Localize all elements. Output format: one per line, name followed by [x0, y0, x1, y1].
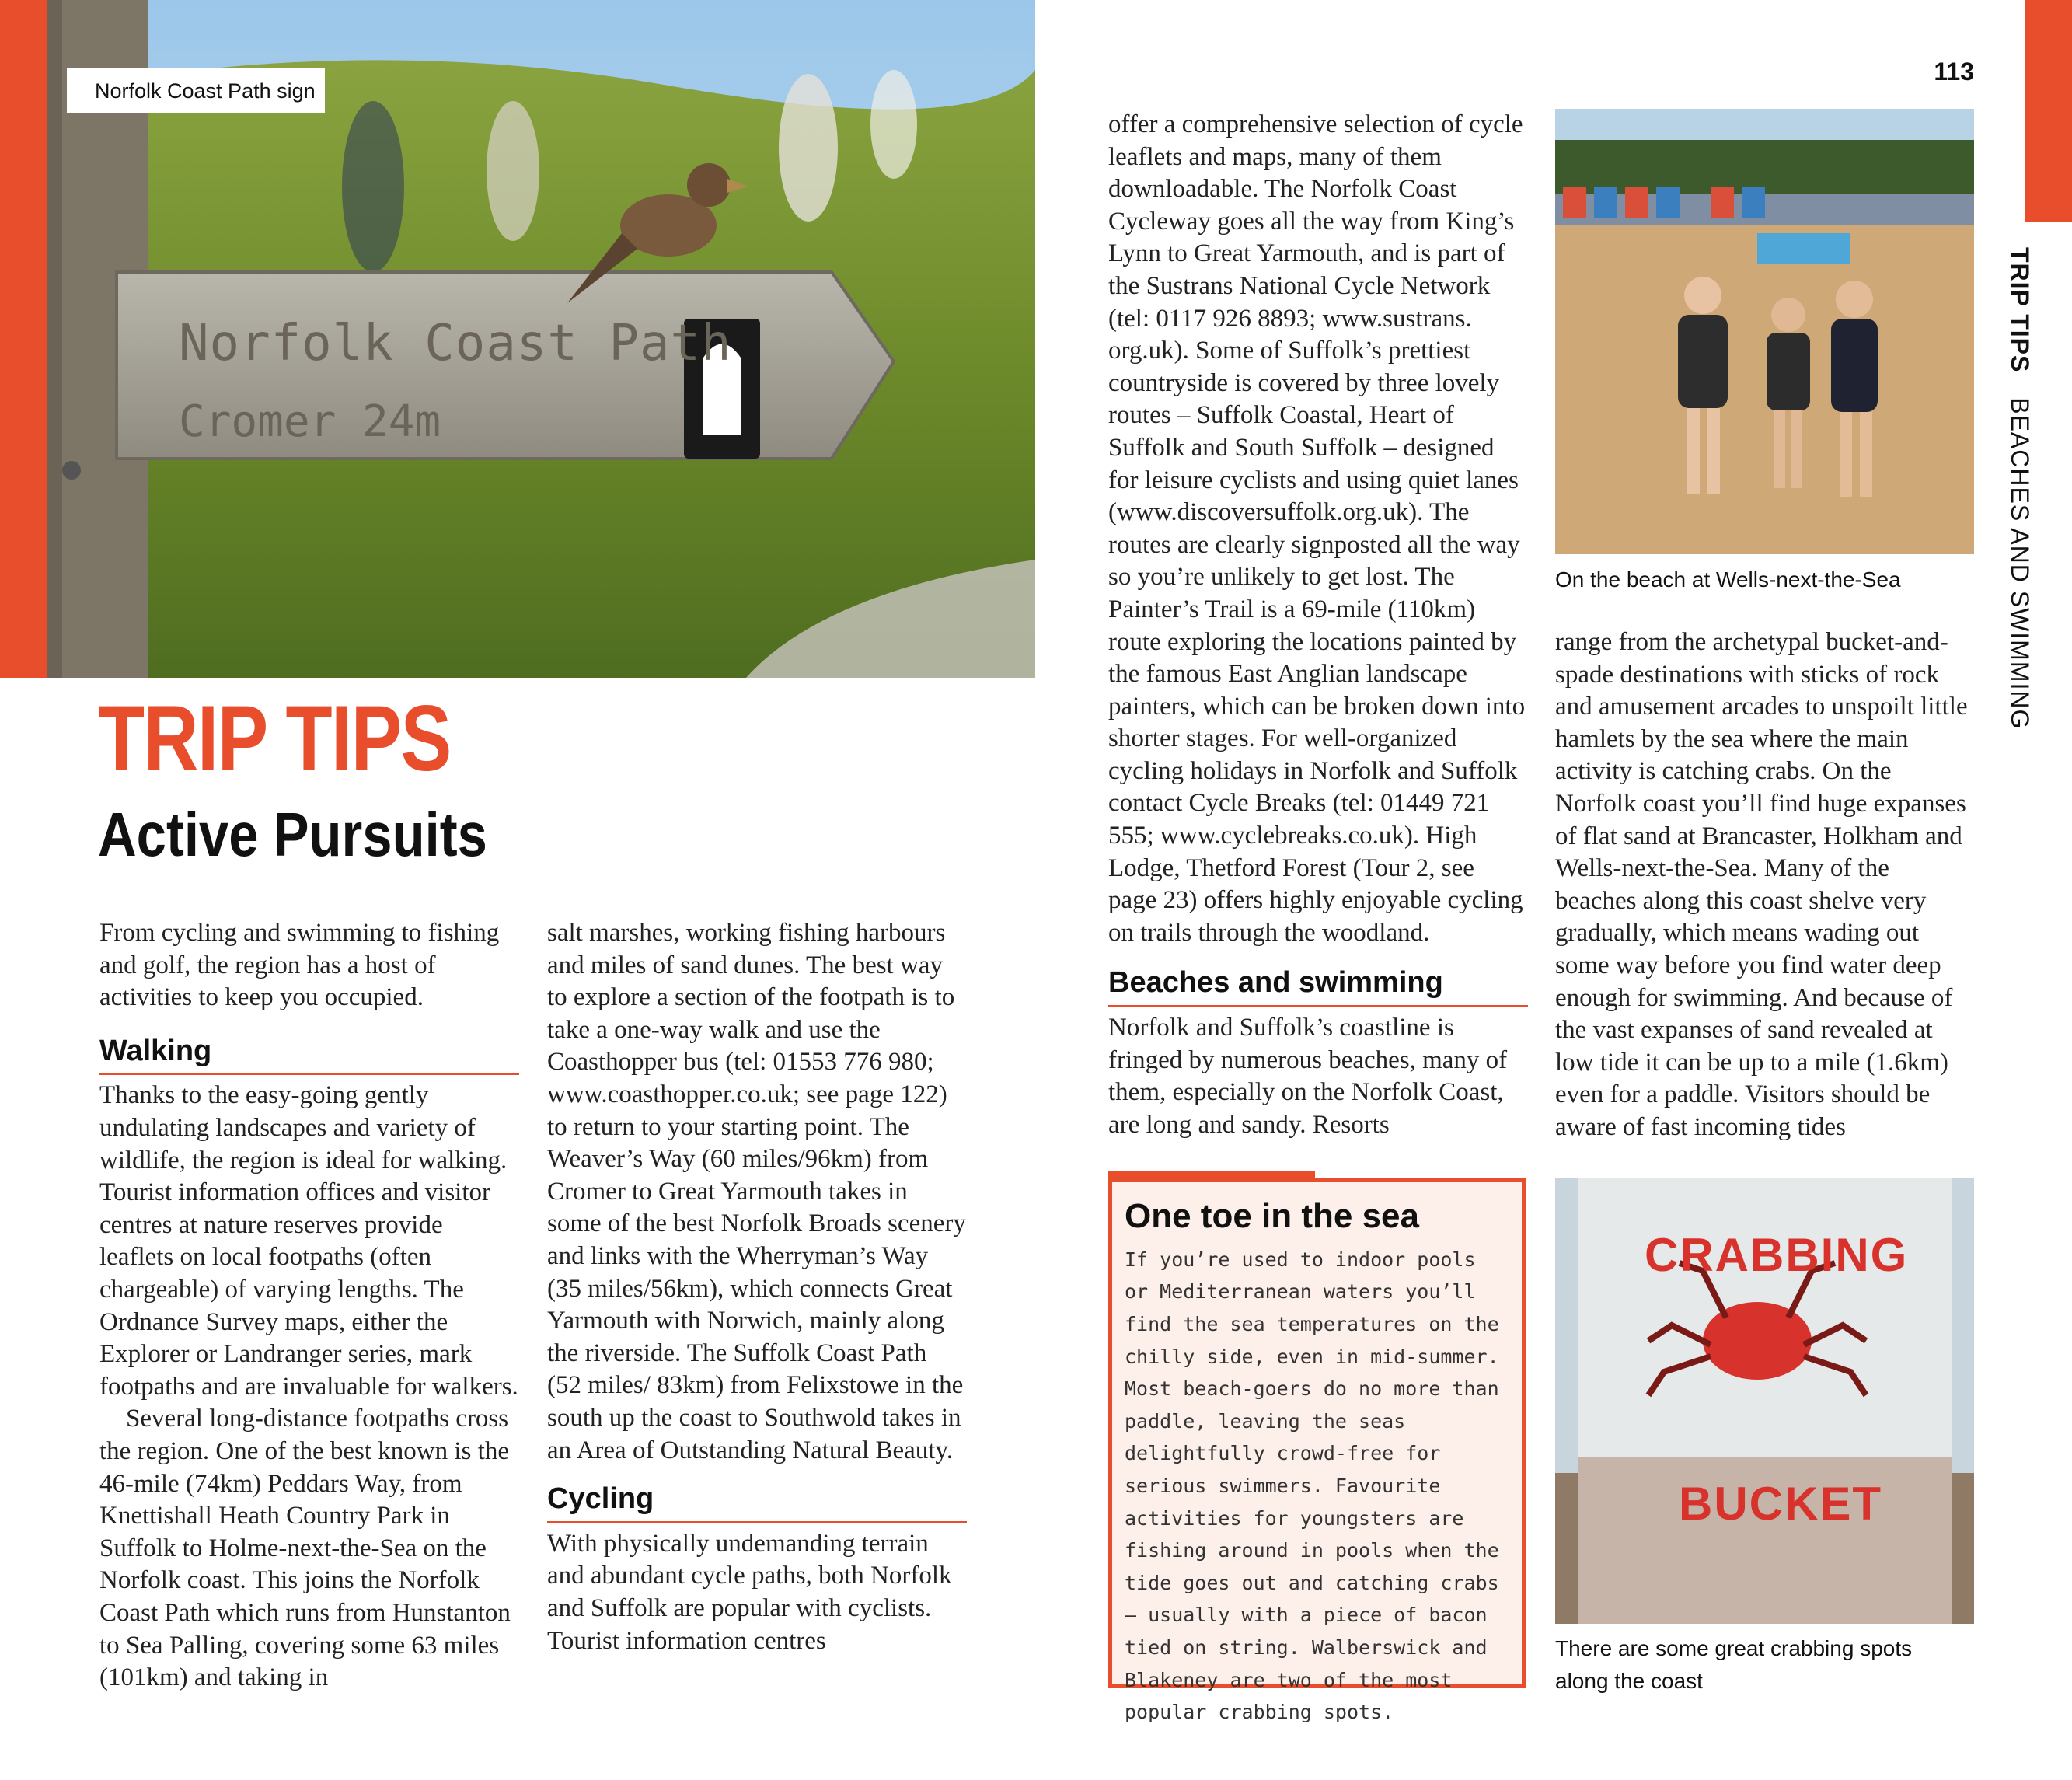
beach-photo-caption: On the beach at Wells-next-the-Sea	[1555, 567, 1901, 592]
cycling-heading: Cycling	[547, 1482, 967, 1523]
walking-paragraph-3: salt marshes, working fishing harbours and miles of sand dunes. The best way to explore a section of the footpath is to take a one-way walk and use the Coasthopper bus (tel: 01553 776 980; www.coasthopper.co.uk; see page 122) to return to your starting point. The Weaver’s Way (60 miles/96km) from Cromer to Great Yarmouth takes in some of the best Norfolk Broads scenery and links with the Wherryman’s Way (35 miles/56km), which connects Great Yarmouth with Norwich, mainly along the riverside. The Suffolk Coast Path (52 miles/ 83km) from Felixstowe in the south up the coast to Southwold takes in an Area of Outstanding Natural Beauty.	[547, 919, 966, 1464]
side-section-title: TRIP TIPS	[2006, 247, 2034, 373]
bucket-label-bottom: BUCKET	[1679, 1478, 1882, 1530]
tip-box	[1108, 1178, 1526, 1724]
left-accent-strip	[0, 0, 47, 678]
text-column-1	[99, 917, 519, 1694]
walking-paragraph-1: Thanks to the easy-going gently undulating landscapes and variety of wildlife, the region is ideal for walking. Tourist information offices and visitor centres at nature reserves provide leaflets on local footpaths (often chargeable) of varying lengths. The Ordnance Survey maps, either the Explorer or Landranger series, mark footpaths and are invaluable for walkers.	[99, 1081, 518, 1401]
page-number: 113	[1934, 58, 1974, 86]
intro-paragraph: From cycling and swimming to fishing and golf, the region has a host of activities to keep you occupied.	[99, 919, 500, 1012]
side-section-label	[2005, 247, 2034, 729]
sign-text-line2: Cromer 24m	[179, 396, 441, 447]
beaches-heading: Beaches and swimming	[1108, 966, 1528, 1007]
text-column-4	[1555, 626, 1975, 1144]
text-column-3	[1108, 109, 1528, 1142]
beaches-paragraph-2: range from the archetypal bucket-and-spade destinations with sticks of rock and amusement arcades to unspoilt little hamlets by the sea where the main activity is catching crabs. On the Norfolk coast you’ll find huge expanses of flat sand at Brancaster, Holkham and Wells-next-the-Sea. Many of the beaches along this coast shelve very gradually, which means wading out some way before you find water deep enough for swimming. And because of the vast expanses of sand revealed at low tide it can be up to a mile (1.6km) even for a paddle. Visitors should be aware of fast incoming tides	[1555, 628, 1968, 1141]
side-subsection-title: BEACHES AND SWIMMING	[2006, 397, 2034, 730]
section-title: Active Pursuits	[98, 800, 487, 869]
tip-box-title: One toe in the sea	[1125, 1197, 1419, 1235]
page-title: TRIP TIPS	[98, 686, 451, 791]
crab-photo-caption: There are some great crabbing spots along the coast	[1555, 1636, 1913, 1693]
beaches-paragraph-1: Norfolk and Suffolk’s coastline is fringed by numerous beaches, many of them, especially on the Norfolk Coast, are long and sandy. Resorts	[1108, 1014, 1508, 1139]
tip-box-text: If you’re used to indoor pools or Mediterranean waters you’ll find the sea temperatures on the chilly side, even in mid-summer. Most beach-goers do no more than paddle, leaving the seas delightfully crowd-free for serious swimmers. Favourite activities for youngsters are fishing around in pools when the tide goes out and catching crabs – usually with a piece of bacon tied on string. Walberswick and Blakeney are two of the most popular crabbing spots.	[1125, 1248, 1499, 1724]
beach-photo	[1555, 109, 1974, 554]
tip-box-top-bar	[1108, 1171, 1315, 1178]
section-tab-marker	[2025, 0, 2072, 222]
walking-paragraph-2: Several long-distance footpaths cross the region. One of the best known is the 46-mile (74km) Peddars Way, from Knettishall Heath Country Park in Suffolk to Holme-next-the-Sea on the Norfolk coast. This joins the Norfolk Coast Path which runs from Hunstanton to Sea Palling, covering some 63 miles (101km) and taking in	[99, 1405, 511, 1692]
hero-photo-caption: Norfolk Coast Path sign	[67, 68, 325, 113]
cycling-paragraph-2: offer a comprehensive selection of cycle leaflets and maps, many of them downloadable. The Norfolk Coast Cycleway goes all the way from King’s Lynn to Great Yarmouth, and is part of the Sustrans National Cycle Network (tel: 0117 926 8893; www.sustrans. org.uk). Some of Suffolk’s prettiest countryside is covered by three lovely routes – Suffolk Coastal, Heart of Suffolk and South Suffolk – designed for leisure cyclists and using quiet lanes (www.discoversuffolk.org.uk). The routes are clearly signposted all the way so you’re unlikely to get lost. The Painter’s Trail is a 69-mile (110km) route exploring the locations painted by the famous East Anglian landscape painters, which can be broken down into shorter stages. For well-organized cycling holidays in Norfolk and Suffolk contact Cycle Breaks (tel: 01449 721 555; www.cyclebreaks.co.uk). High Lodge, Thetford Forest (Tour 2, see page 23) offers highly enjoyable cycling on trails through the woodland.	[1108, 110, 1526, 947]
text-column-2	[547, 917, 967, 1657]
bucket-label-top: CRABBING	[1645, 1229, 1909, 1281]
sign-text-line1: Norfolk Coast Path	[179, 315, 732, 372]
walking-heading: Walking	[99, 1035, 519, 1076]
cycling-paragraph-1: With physically undemanding terrain and abundant cycle paths, both Norfolk and Suffolk are popular with cyclists. Tourist information centres	[547, 1529, 952, 1655]
